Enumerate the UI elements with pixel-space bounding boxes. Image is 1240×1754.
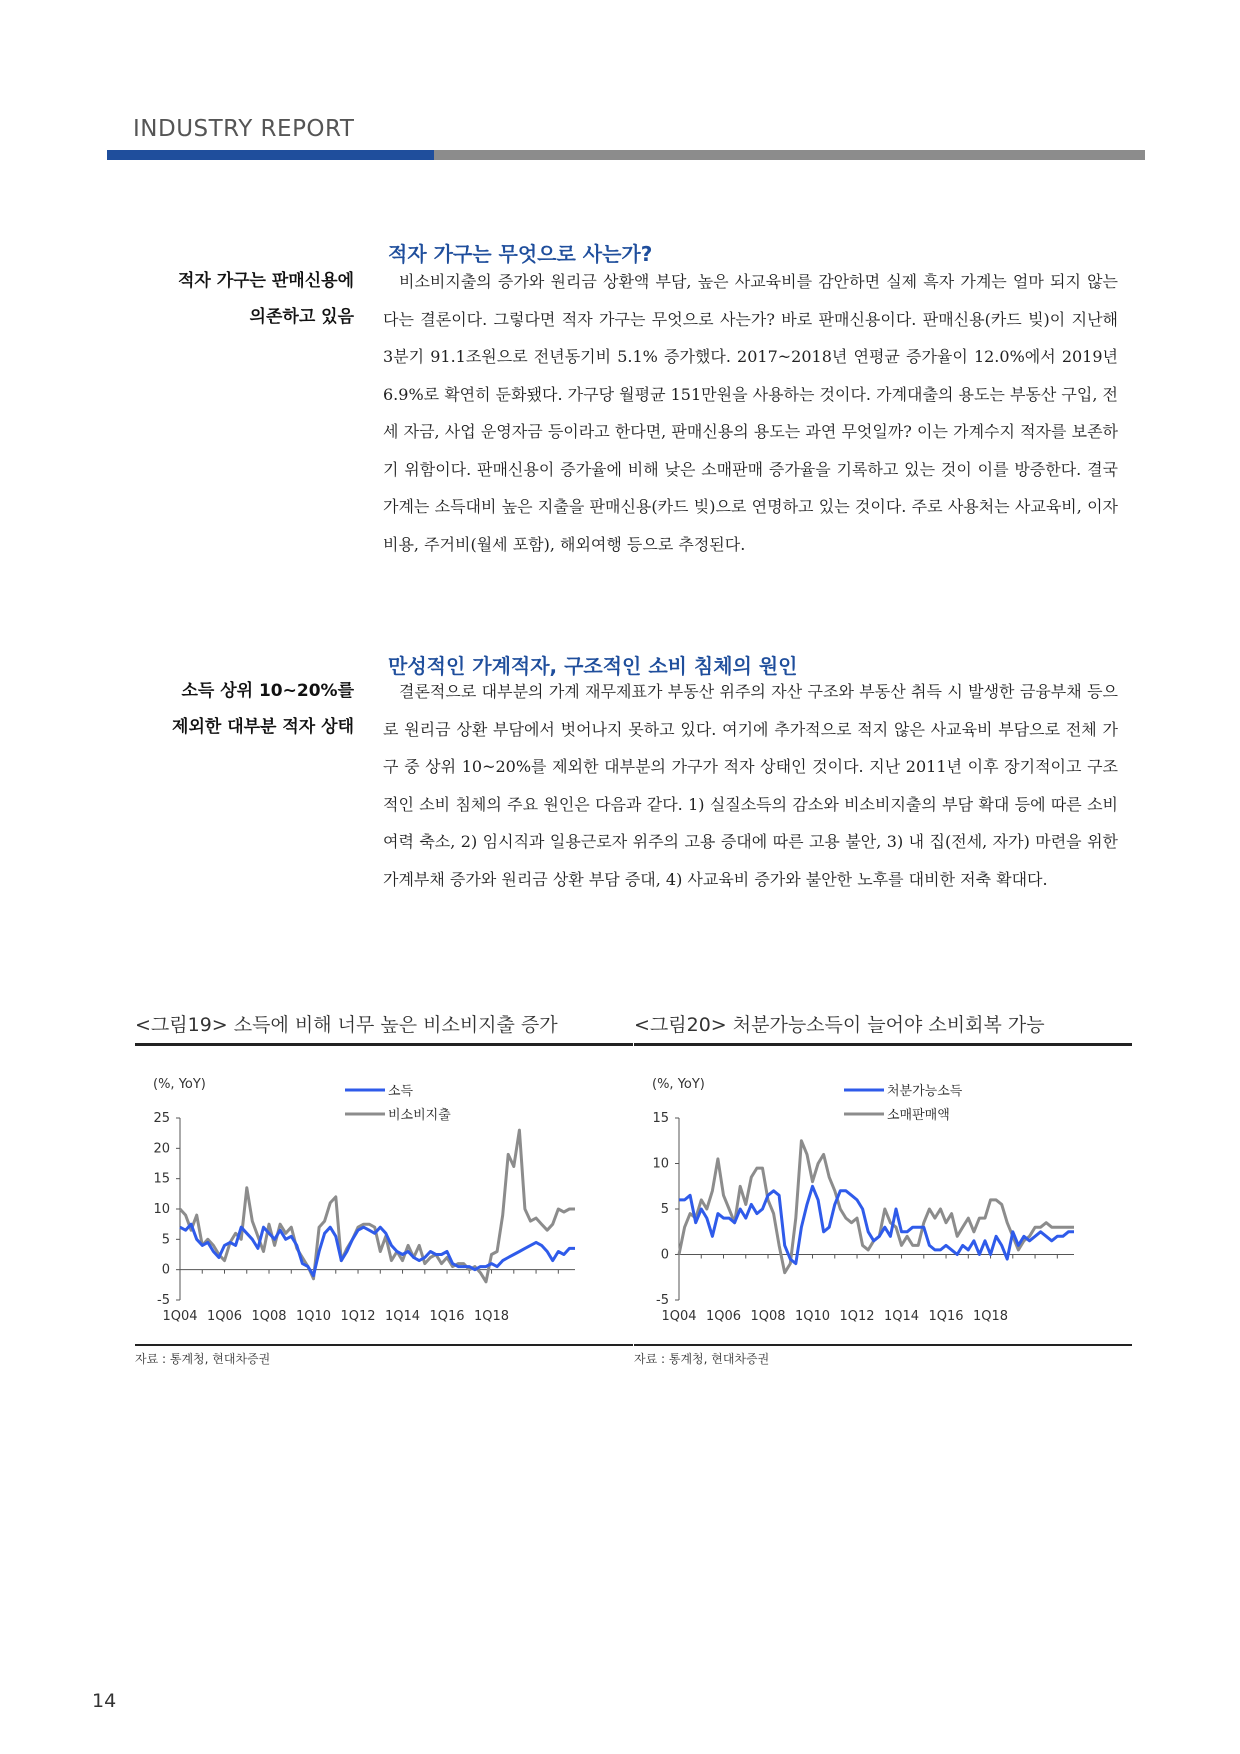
x-tick-label: 1Q06 bbox=[705, 1309, 742, 1324]
side-note-line: 소득 상위 10~20%를 bbox=[181, 681, 354, 701]
x-tick-label: 1Q16 bbox=[928, 1309, 964, 1324]
x-tick-label: 1Q12 bbox=[340, 1309, 376, 1324]
legend-label: 소득 bbox=[388, 1084, 414, 1099]
y-tick-label: 10 bbox=[153, 1202, 170, 1217]
figure-20-title: <그림20> 처분가능소득이 늘어야 소비회복 가능 bbox=[634, 1010, 1132, 1046]
figure-20-chart bbox=[634, 1050, 1132, 1340]
x-tick-label: 1Q18 bbox=[474, 1309, 510, 1324]
y-tick-label: 15 bbox=[153, 1171, 170, 1187]
side-note-chronic-deficit bbox=[172, 673, 354, 745]
y-tick-label: 10 bbox=[652, 1156, 669, 1172]
y-axis-unit-label: (%, YoY) bbox=[652, 1077, 705, 1092]
figure-19-chart bbox=[135, 1050, 633, 1340]
figure-19 bbox=[135, 1010, 633, 1367]
y-tick-label: -5 bbox=[656, 1293, 669, 1308]
x-tick-label: 1Q12 bbox=[839, 1309, 875, 1324]
report-header-title: INDUSTRY REPORT bbox=[133, 116, 355, 142]
legend-label: 비소비지출 bbox=[388, 1108, 451, 1123]
legend-label: 처분가능소득 bbox=[887, 1084, 963, 1099]
x-tick-label: 1Q18 bbox=[973, 1309, 1009, 1324]
x-tick-label: 1Q10 bbox=[794, 1309, 831, 1324]
x-tick-label: 1Q14 bbox=[385, 1309, 421, 1324]
y-tick-label: 15 bbox=[652, 1111, 669, 1126]
figure-20-source: 자료 : 통계청, 현대차증권 bbox=[634, 1344, 1132, 1367]
header-divider-bar bbox=[107, 150, 1145, 160]
x-tick-label: 1Q08 bbox=[750, 1309, 786, 1324]
x-tick-label: 1Q16 bbox=[429, 1309, 465, 1324]
y-tick-label: 5 bbox=[660, 1202, 669, 1217]
y-tick-label: 0 bbox=[660, 1247, 669, 1263]
side-note-line: 제외한 대부분 적자 상태 bbox=[172, 717, 354, 737]
series-line-1 bbox=[180, 1130, 575, 1282]
x-tick-label: 1Q04 bbox=[162, 1309, 198, 1324]
page-number: 14 bbox=[92, 1690, 117, 1712]
side-note-deficit-households bbox=[178, 263, 354, 335]
y-tick-label: 20 bbox=[153, 1141, 170, 1157]
figure-20 bbox=[634, 1010, 1132, 1367]
section-body-chronic-deficit: 결론적으로 대부분의 가계 재무제표가 부동산 위주의 자산 구조와 부동산 취득 시 발생한 금융부채 등으로 원리금 상환 부담에서 벗어나지 못하고 있다. 여기에 추가적으로 적지 않은 사교육비 부담으로 전체 가구 중 상위 10~20%를 제외한 대부분의 가구가 적자 상태인 것이다. 지난 2011년 이후 장기적이고 구조적인 소비 침체의 주요 원인은 다음과 같다. 1) 실질소득의 감소와 비소비지출의 부담 확대 등에 따른 소비여력 축소, 2) 임시직과 일용근로자 위주의 고용 증대에 따른 고용 불안, 3) 내 집(전세, 자가) 마련을 위한 가계부채 증가와 원리금 상환 부담 증대, 4) 사교육비 증가와 불안한 노후를 대비한 저축 확대다. bbox=[383, 682, 1118, 889]
header-divider-accent bbox=[107, 150, 434, 160]
x-tick-label: 1Q06 bbox=[206, 1309, 243, 1324]
section-heading-chronic-deficit: 만성적인 가계적자, 구조적인 소비 침체의 원인 bbox=[388, 654, 798, 678]
side-note-line: 의존하고 있음 bbox=[249, 307, 354, 327]
y-tick-label: -5 bbox=[157, 1293, 170, 1308]
y-axis-unit-label: (%, YoY) bbox=[153, 1077, 206, 1092]
legend-label: 소매판매액 bbox=[887, 1108, 950, 1123]
y-tick-label: 5 bbox=[161, 1232, 170, 1248]
figure-19-title: <그림19> 소득에 비해 너무 높은 비소비지출 증가 bbox=[135, 1010, 633, 1046]
figure-19-source: 자료 : 통계청, 현대차증권 bbox=[135, 1344, 633, 1367]
x-tick-label: 1Q04 bbox=[661, 1309, 697, 1324]
y-tick-label: 25 bbox=[153, 1111, 170, 1126]
x-tick-label: 1Q10 bbox=[295, 1309, 332, 1324]
series-line-1 bbox=[679, 1141, 1074, 1273]
section-body-deficit-households: 비소비지출의 증가와 원리금 상환액 부담, 높은 사교육비를 감안하면 실제 흑자 가계는 얼마 되지 않는다는 결론이다. 그렇다면 적자 가구는 무엇으로 사는가? 바로 판매신용이다. 판매신용(카드 빚)이 지난해 3분기 91.1조원으로 전년동기비 5.1% 증가했다. 2017~2018년 연평균 증가율이 12.0%에서 2019년 6.9%로 확연히 둔화됐다. 가구당 월평균 151만원을 사용하는 것이다. 가계대출의 용도는 부동산 구입, 전세 자금, 사업 운영자금 등이라고 한다면, 판매신용의 용도는 과연 무엇일까? 이는 가계수지 적자를 보존하기 위함이다. 판매신용이 증가율에 비해 낮은 소매판매 증가율을 기록하고 있는 것이 이를 방증한다. 결국 가계는 소득대비 높은 지출을 판매신용(카드 빚)으로 연명하고 있는 것이다. 주로 사용처는 사교육비, 이자비용, 주거비(월세 포함), 해외여행 등으로 추정된다. bbox=[383, 272, 1118, 554]
series-line-0 bbox=[180, 1224, 575, 1276]
x-tick-label: 1Q14 bbox=[884, 1309, 920, 1324]
side-note-line: 적자 가구는 판매신용에 bbox=[177, 271, 354, 291]
x-tick-label: 1Q08 bbox=[251, 1309, 287, 1324]
y-tick-label: 0 bbox=[161, 1262, 170, 1278]
section-heading-deficit-households: 적자 가구는 무엇으로 사는가? bbox=[388, 242, 653, 266]
